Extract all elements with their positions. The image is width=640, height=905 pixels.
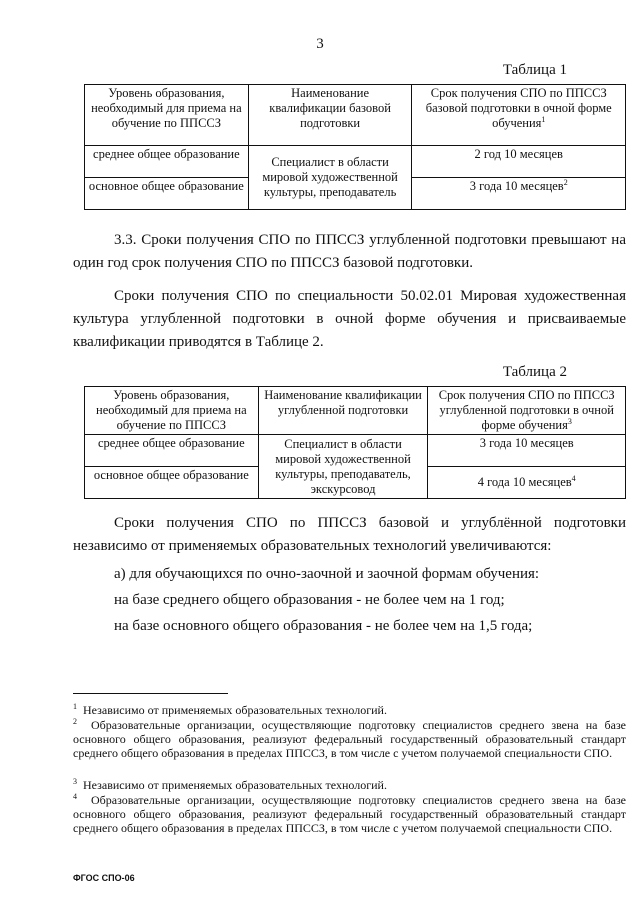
table1-header-qualification: Наименование квалификации базовой подготовки <box>248 85 412 146</box>
table2-row1-term: 3 года 10 месяцев <box>428 435 626 467</box>
table1-qualification: Специалист в области мировой художественной культуры, преподаватель <box>248 146 412 210</box>
footnote-4: $^4$ Образовательные организации, осуществляющие подготовку специалистов среднего звена на базе основного общего образования, реализуют федеральный государственный образовательный стандарт среднего общего образования в пределах ППССЗ, в том числе с учетом получаемой специальности СПО. <box>73 792 627 835</box>
list-item: на базе среднего общего образования - не более чем на 1 год; <box>114 592 505 608</box>
table2-caption: Таблица 2 <box>502 364 567 380</box>
table2-header-level: Уровень образования, необходимый для приема на обучение по ППССЗ <box>85 387 259 435</box>
paragraph-table2-intro: Сроки получения СПО по специальности 50.02.01 Мировая художественная культура углубленной подготовки в очной форме обучения и присваиваемые квалификации приводятся в Таблице 2. <box>73 288 626 350</box>
table1-header-row <box>85 85 626 146</box>
table1-row1-level: среднее общее образование <box>85 146 249 178</box>
table1-row1-term: 2 год 10 месяцев <box>412 146 626 178</box>
footnote-3: $^3$ Независимо от применяемых образовательных технологий. <box>73 777 387 792</box>
table1-row2-level: основное общее образование <box>85 178 249 210</box>
table2 <box>84 386 626 499</box>
paragraph-3-3: 3.3. Сроки получения СПО по ППССЗ углубленной подготовки превышают на один год срок получения СПО по ППССЗ базовой подготовки. <box>73 232 626 271</box>
table1-caption: Таблица 1 <box>502 62 567 78</box>
table1 <box>84 84 626 210</box>
table2-row2-level: основное общее образование <box>85 467 259 499</box>
list-item: на базе основного общего образования - не более чем на 1,5 года; <box>114 618 533 634</box>
footnote-rule <box>73 693 228 694</box>
table-row <box>85 435 626 467</box>
list-item: а) для обучающихся по очно-заочной и заочной формам обучения: <box>114 566 540 582</box>
table2-header-term: Срок получения СПО по ППССЗ углубленной подготовки в очной форме обучения$^3$ <box>428 387 626 435</box>
document-footer: ФГОС СПО-06 <box>73 873 135 883</box>
footnote-2: $^2$ Образовательные организации, осуществляющие подготовку специалистов среднего звена на базе основного общего образования, реализуют федеральный государственный образовательный стандарт среднего общего образования в пределах ППССЗ, в том числе с учетом получаемой специальности СПО. <box>73 717 627 760</box>
footnote-1: $^1$ Независимо от применяемых образовательных технологий. <box>73 702 387 717</box>
table1-header-term: Срок получения СПО по ППССЗ базовой подготовки в очной форме обучения$^1$ <box>412 85 626 146</box>
table2-row2-term: 4 года 10 месяцев$^4$ <box>428 467 626 499</box>
table1-row2-term: 3 года 10 месяцев$^2$ <box>412 178 626 210</box>
page-number: 3 <box>316 36 324 52</box>
table-row <box>85 146 626 178</box>
table1-header-level: Уровень образования, необходимый для приема на обучение по ППССЗ <box>85 85 249 146</box>
table2-header-qualification: Наименование квалификации углубленной подготовки <box>258 387 428 435</box>
paragraph-increase: Сроки получения СПО по ППССЗ базовой и углублённой подготовки независимо от применяемых образовательных технологий увеличиваются: <box>73 515 626 554</box>
table2-header-row <box>85 387 626 435</box>
table2-row1-level: среднее общее образование <box>85 435 259 467</box>
table2-qualification: Специалист в области мировой художественной культуры, преподаватель, экскурсовод <box>258 435 428 499</box>
